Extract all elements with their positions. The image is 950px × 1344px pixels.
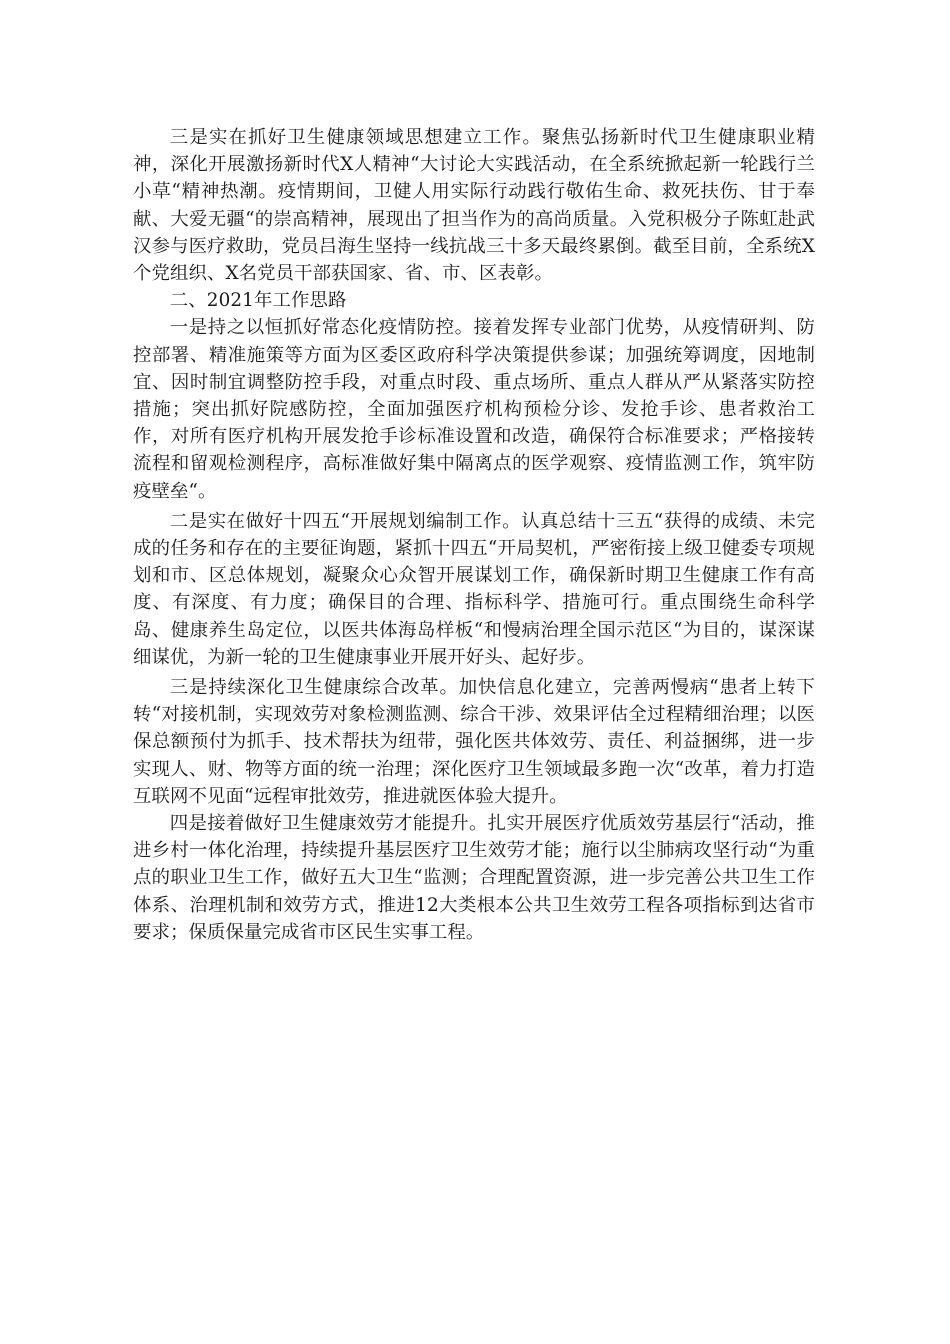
paragraph-service-capacity: 四是接着做好卫生健康效劳才能提升。扎实开展医疗优质效劳基层行“活动，推进乡村一体化治理，持续提升基层医疗卫生效劳才能；施行以尘肺病攻坚行动“为重点的职业卫生工作，做好五大卫生“监测；合理配置资源，进一步完善公共卫生工作体系、治理机制和效劳方式，推进12大类根本公共卫生效劳工程各项指标到达省市要求；保质保量完成省市区民生实事工程。 xyxy=(133,813,815,943)
section-heading-2021-plan: 二、2021年工作思路 xyxy=(169,290,347,312)
paragraph-epidemic-control: 一是持之以恒抓好常态化疫情防控。接着发挥专业部门优势，从疫情研判、防控部署、精准施策等方面为区委区政府科学决策提供参谋；加强统筹调度，因地制宜、因时制宜调整防控手段，对重点时段、重点场所、重点人群从严从紧落实防控措施；突出抓好院感防控，全面加强医疗机构预检分诊、发抢手诊、患者救治工作，对所有医疗机构开展发抢手诊标准设置和改造，确保符合标准要求；严格接转流程和留观检测程序，高标准做好集中隔离点的医学观察、疫情监测工作，筑牢防疫壁垒“。 xyxy=(133,317,815,502)
document-body xyxy=(133,124,815,946)
paragraph-ideology-building: 三是实在抓好卫生健康领域思想建立工作。聚焦弘扬新时代卫生健康职业精神，深化开展激扬新时代X人精神“大讨论大实践活动，在全系统掀起新一轮践行兰小草“精神热潮。疫情期间，卫健人用实际行动践行敬佑生命、救死扶伤、甘于奉献、大爱无疆“的崇高精神，展现出了担当作为的高尚质量。入党积极分子陈虹赴武汉参与医疗救助，党员吕海生坚持一线抗战三十多天最终累倒。截至目前，全系统X个党组织、X名党员干部获国家、省、市、区表彰。 xyxy=(133,127,815,285)
paragraph-five-year-plan: 二是实在做好十四五“开展规划编制工作。认真总结十三五“获得的成绩、未完成的任务和存在的主要征询题，紧抓十四五“开局契机，严密衔接上级卫健委专项规划和市、区总体规划，凝聚众心众智开展谋划工作，确保新时期卫生健康工作有高度、有深度、有力度；确保目的合理、指标科学、措施可行。重点围绕生命科学岛、健康养生岛定位，以医共体海岛样板“和慢病治理全国示范区“为目的，谋深谋细谋优，为新一轮的卫生健康事业开展开好头、起好步。 xyxy=(133,510,815,668)
paragraph-health-reform: 三是持续深化卫生健康综合改革。加快信息化建立，完善两慢病“患者上转下转“对接机制，实现效劳对象检测监测、综合干涉、效果评估全过程精细治理；以医保总额预付为抓手、技术帮扶为纽带，强化医共体效劳、责任、利益捆绑，进一步实现人、财、物等方面的统一治理；深化医疗卫生领域最多跑一次“改革，着力打造互联网不见面“远程审批效劳，推进就医体验大提升。 xyxy=(133,677,815,807)
